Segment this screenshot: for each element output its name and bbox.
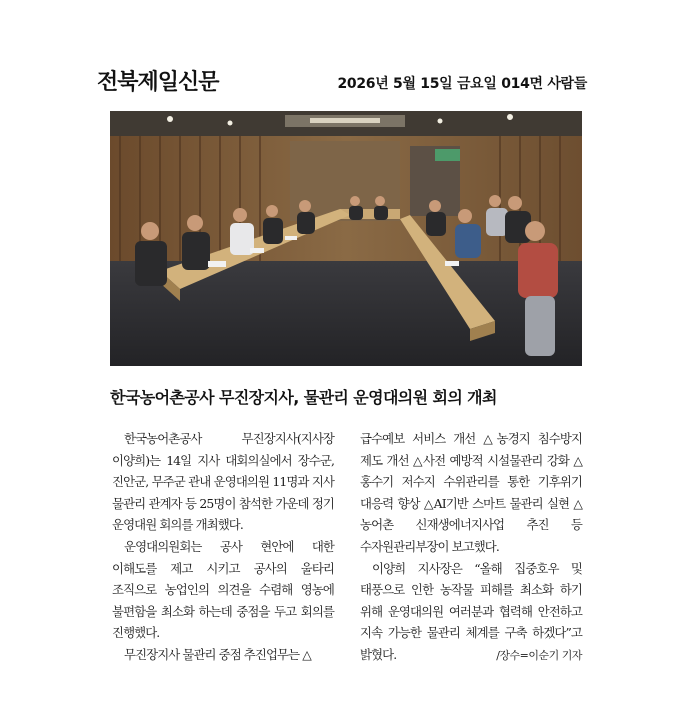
meeting-room-photo-icon <box>110 111 582 366</box>
newspaper-name: 전북제일신문 <box>97 70 219 95</box>
meeting-photo <box>110 111 582 366</box>
article-body <box>112 428 582 666</box>
article-paragraph: 운영대의원회는 공사 현안에 대한 이해도를 제고 시키고 공사의 울타리 조직으로 농업인의 의견을 수렴해 영농에 불편함을 최소화 하는데 중점을 두고 회의를 진행했다. <box>112 538 334 641</box>
masthead <box>97 66 587 96</box>
article-column-right <box>360 428 582 666</box>
article-paragraph: 이양희 지사장은 “올해 집중호우 및 태풍으로 인한 농작물 피해를 최소화 하기 위해 운영대의원 여러분과 협력해 안전하고 지속 가능한 물관리 체계를 구축 하겠다”고 밝혔다. <box>360 560 582 662</box>
article-paragraph-continued: 급수예보 서비스 개선 △농경지 침수방지 제도 개선 △사전 예방적 시설물관리 강화 △홍수기 저수지 수위관리를 통한 기후위기 대응력 향상 △AI기반 스마트 물관리 실현 △농어촌 신재생에너지사업 추진 등 수자원관리부장이 보고했다. <box>360 431 582 554</box>
article-paragraph: 한국농어촌공사 무진장지사(지사장 이양희)는 14일 지사 대회의실에서 장수군, 진안군, 무주군 관내 운영대의원 11명과 지사 물관리 관계자 등 25명이 참석한 가운데 정기 운영대원 회의를 개최했다. <box>112 431 334 533</box>
article-headline: 한국농어촌공사 무진장지사, 물관리 운영대의원 회의 개최 <box>110 388 497 407</box>
article-paragraph: 무진장지사 물관리 중점 추진업무는 △ <box>124 646 311 662</box>
reporter-byline: /장수=이순기 기자 <box>496 648 582 662</box>
issue-date-page: 2026년 5월 15일 금요일 014면 사람들 <box>337 76 587 92</box>
article-column-left <box>112 428 334 666</box>
